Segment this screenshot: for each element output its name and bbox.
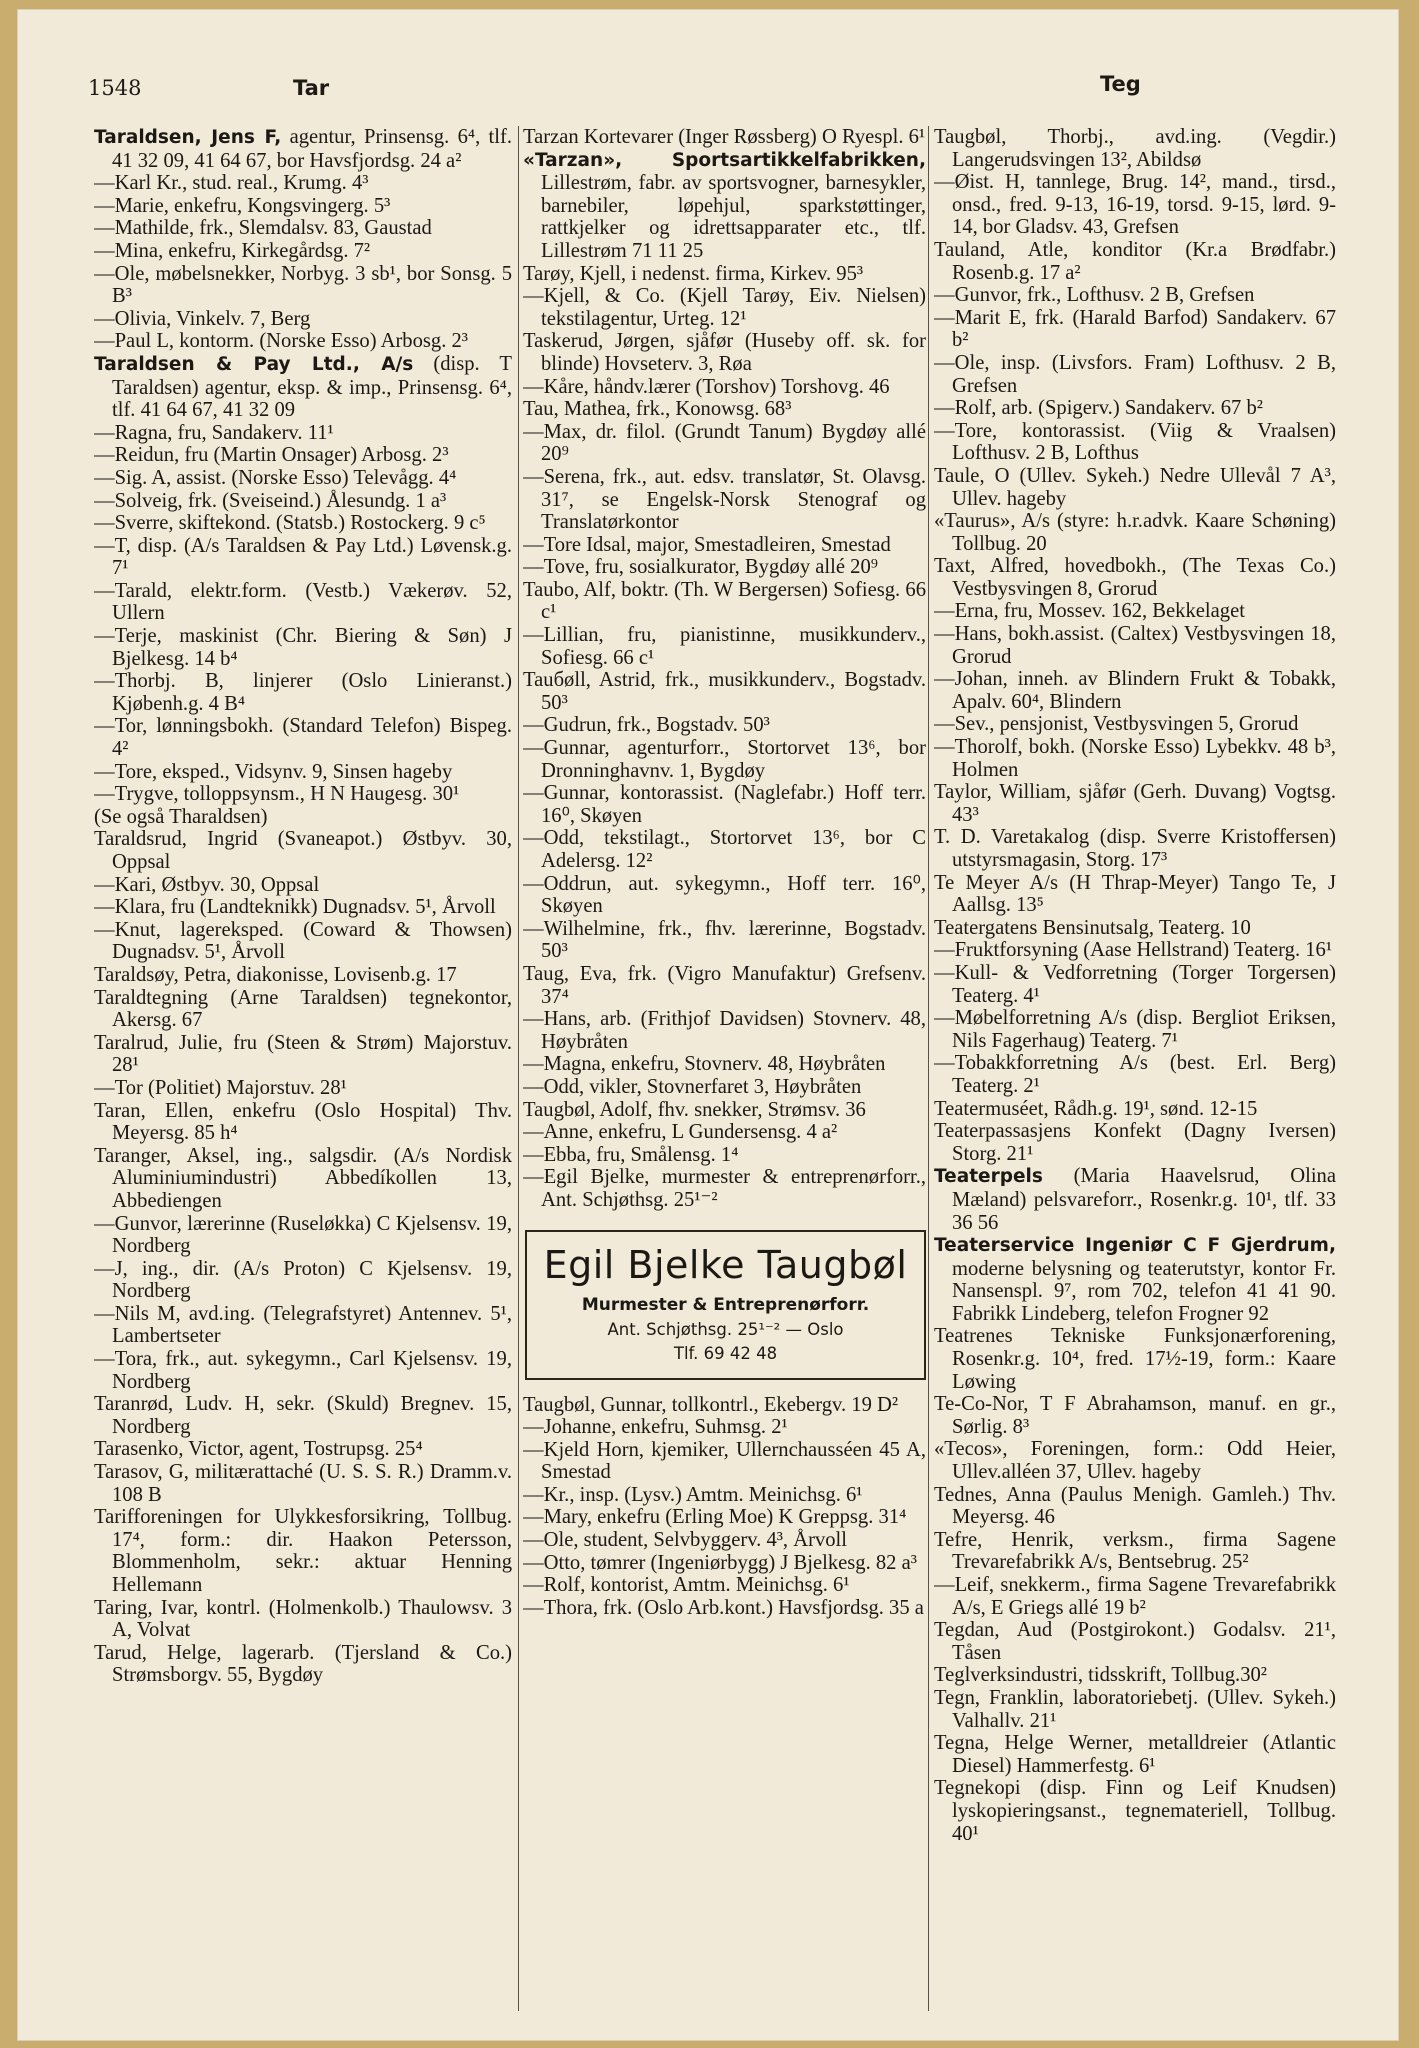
- directory-entry: [934, 600, 1336, 623]
- entry-text: Taylor, William, sjåfør (Gerh. Duvang) Vogtsg. 43³: [934, 781, 1336, 826]
- directory-entry: [94, 1438, 512, 1461]
- directory-entry: [94, 670, 512, 715]
- directory-entry: [94, 896, 512, 919]
- entry-text: —Gunnar, kontorassist. (Naglefabr.) Hoff terr. 16⁰, Skøyen: [523, 782, 926, 827]
- directory-entry: [94, 217, 512, 240]
- directory-entry: [523, 1416, 926, 1439]
- entry-text: —Marie, enkefru, Kongsvingerg. 5³: [94, 194, 391, 217]
- directory-entry: [523, 126, 926, 149]
- entry-text: —Kull- & Vedforretning (Torger Torgersen) Teaterg. 4¹: [934, 961, 1336, 1007]
- directory-entry: [934, 1007, 1336, 1052]
- page-header: [18, 72, 1398, 106]
- directory-entry: [523, 669, 926, 714]
- directory-entry: [523, 1484, 926, 1507]
- entry-text: —Hans, bokh.assist. (Caltex) Vestbysvingen 18, Grorud: [934, 623, 1336, 668]
- entry-text: —Gunnar, agenturforr., Stortorvet 13⁶, bor Dronninghavnv. 1, Bygdøy: [523, 737, 926, 782]
- directory-entry: [523, 1121, 926, 1144]
- entry-text: —Gunvor, lærerinne (Ruseløkka) C Kjelsensv. 19, Nordberg: [94, 1212, 512, 1258]
- directory-entry: [94, 874, 512, 897]
- directory-entry: [934, 352, 1336, 397]
- directory-entry: [523, 534, 926, 557]
- entry-text: Taxt, Alfred, hovedbokh., (The Texas Co.) Vestbysvingen 8, Grorud: [934, 555, 1336, 600]
- entry-text: Tauland, Atle, konditor (Kr.a Brødfabr.) Rosenb.g. 17 a²: [934, 238, 1336, 284]
- directory-entry: [934, 555, 1336, 600]
- entry-text: Tau, Mathea, frk., Konowsg. 68³: [523, 398, 792, 421]
- directory-entry: [94, 1100, 512, 1145]
- directory-entry: [934, 1438, 1336, 1483]
- directory-entry: [934, 713, 1336, 736]
- entry-text: Teglverksindustri, tidsskrift, Tollbug.30²: [934, 1664, 1267, 1687]
- entry-text: Teatermuséet, Rådh.g. 19¹, sønd. 12-15: [934, 1097, 1258, 1120]
- entry-text: —Tore, eksped., Vidsynv. 9, Sinsen hageby: [94, 760, 453, 783]
- entry-text: (disp. T Taraldsen) agentur, eksp. & imp., Prinsensg. 6⁴, tlf. 41 64 67, 41 32 09: [112, 352, 512, 422]
- directory-entry: [523, 827, 926, 872]
- entry-text: —Mina, enkefru, Kirkegårdsg. 7²: [94, 239, 371, 262]
- entry-text: —Johanne, enkefru, Suhmsg. 2¹: [523, 1416, 788, 1439]
- directory-entry: [94, 1393, 512, 1438]
- directory-entry: [934, 1664, 1336, 1687]
- directory-entry: [94, 625, 512, 670]
- left-keyword: Tar: [293, 76, 330, 100]
- entry-text: —Sev., pensjonist, Vestbysvingen 5, Grorud: [934, 713, 1299, 736]
- entry-text: —Leif, snekkerm., firma Sagene Trevarefabrikk A/s, E Griegs allé 19 b²: [934, 1574, 1336, 1619]
- entry-text: —Karl Kr., stud. real., Krumg. 4³: [94, 172, 369, 195]
- directory-entry: [934, 510, 1336, 555]
- directory-entry: [523, 1076, 926, 1099]
- directory-entry: [94, 715, 512, 760]
- directory-entry: [934, 826, 1336, 871]
- entry-text: —Trygve, tolloppsynsm., H N Haugesg. 30¹: [94, 783, 460, 806]
- directory-entry: [934, 781, 1336, 826]
- page-number: 1548: [88, 76, 142, 100]
- entry-text: Tednes, Anna (Paulus Menigh. Gamleh.) Thv. Meyersg. 46: [934, 1483, 1336, 1529]
- directory-entry: [94, 1213, 512, 1258]
- entry-text: —Tore Idsal, major, Smestadleiren, Smestad: [523, 533, 891, 556]
- entry-text: —Tor (Politiet) Majorstuv. 28¹: [94, 1076, 347, 1099]
- entry-text: —Gunvor, frk., Lofthusv. 2 B, Grefsen: [934, 284, 1255, 307]
- entry-text: —Reidun, fru (Martin Onsager) Arbosg. 2³: [94, 444, 449, 467]
- directory-entry: [523, 1574, 926, 1597]
- entry-text: —Tobakkforretning A/s (best. Erl. Berg) Teaterg. 2¹: [934, 1052, 1336, 1097]
- entry-text: Taranger, Aksel, ing., salgsdir. (A/s Nordisk Aluminiumindustri) Abbedíkollen 13, Abbediengen: [94, 1144, 512, 1212]
- entry-text: —Ole, insp. (Livsfors. Fram) Lofthusv. 2 B, Grefsen: [934, 351, 1336, 397]
- directory-entry: [934, 962, 1336, 1007]
- entry-text: —Magna, enkefru, Stovnerv. 48, Høybråten: [523, 1053, 886, 1076]
- directory-entry: [934, 1529, 1336, 1574]
- entry-text: Tegnekopi (disp. Finn og Leif Knudsen) lyskopieringsanst., tegnemateriell, Tollbug. 40¹: [934, 1777, 1336, 1845]
- directory-entry: [934, 126, 1336, 171]
- entry-text: —Kåre, håndv.lærer (Torshov) Torshovg. 46: [523, 375, 890, 398]
- entry-text: —Paul L, kontorm. (Norske Esso) Arbosg. 2³: [94, 330, 468, 353]
- entry-text: —Ragna, fru, Sandakerv. 11¹: [94, 421, 334, 444]
- entry-text: Tegna, Helge Werner, metalldreier (Atlantic Diesel) Hammerfestg. 6¹: [934, 1732, 1336, 1777]
- directory-entry: [523, 1529, 926, 1552]
- directory-entry: [94, 490, 512, 513]
- directory-entry: [523, 1439, 926, 1484]
- directory-entry: [523, 624, 926, 669]
- directory-entry: [934, 307, 1336, 352]
- directory-entry: [523, 376, 926, 399]
- entry-text: Taraldsøy, Petra, diakonisse, Lovisenb.g. 17: [94, 963, 457, 986]
- entry-text: —Sig. A, assist. (Norske Esso) Televågg. 4⁴: [94, 466, 457, 489]
- directory-entry: [523, 873, 926, 918]
- entry-text: —Mary, enkefru (Erling Moe) K Greppsg. 31⁴: [523, 1506, 907, 1529]
- directory-entry: [934, 284, 1336, 307]
- directory-entry: [934, 1120, 1336, 1165]
- entry-text: —Marit E, frk. (Harald Barfod) Sandakerv. 67 b²: [934, 306, 1336, 352]
- entry-text: Teatrenes Tekniske Funksjonærforening, Rosenkr.g. 10⁴, fred. 17½-19, form.: Kaare Løwing: [934, 1325, 1336, 1393]
- directory-entry: [934, 1484, 1336, 1529]
- column-divider: [518, 126, 519, 2011]
- entry-text: (Maria Haavelsrud, Olina Mæland) pelsvareforr., Rosenkr.g. 10¹, tlf. 33 36 56: [952, 1165, 1336, 1234]
- entry-text: Tarifforeningen for Ulykkesforsikring, Tollbug. 17⁴, form.: dir. Haakon Petersson, Blommenholm, sekr.: aktuar Henning Hellemann: [94, 1506, 512, 1596]
- advertisement-box: [525, 1230, 926, 1380]
- entry-text: T. D. Varetakalog (disp. Sverre Kristoffersen) utstyrsmagasin, Storg. 17³: [934, 826, 1336, 871]
- entry-text: —Gudrun, frk., Bogstadv. 50³: [523, 714, 770, 737]
- directory-entry: [934, 1777, 1336, 1845]
- entry-text: Taskerud, Jørgen, sjåfør (Huseby off. sk. for blinde) Hovseterv. 3, Røa: [523, 330, 926, 375]
- directory-entry: [934, 171, 1336, 239]
- entry-text: —Serena, frk., aut. edsv. translatør, St. Olavsg. 31⁷, se Engelsk-Norsk Stenograf og Translatørkontor: [523, 465, 926, 534]
- directory-entry: [934, 872, 1336, 917]
- directory-entry: [94, 1506, 512, 1596]
- entry-text: moderne belysning og teaterutstyr, kontor Fr. Nansenspl. 9⁷, rom 702, telefon 41 41 90. Fabrikk Lindeberg, telefon Frogner 92: [952, 1257, 1336, 1325]
- entry-text: —Rolf, kontorist, Amtm. Meinichsg. 6¹: [523, 1574, 850, 1597]
- ad-phone: Tlf. 69 42 48: [673, 1343, 778, 1363]
- entry-text: —Odd, tekstilagt., Stortorvet 13⁶, bor C Adelersg. 12²: [523, 827, 926, 872]
- directory-entry: [523, 1166, 926, 1211]
- directory-entry: [94, 263, 512, 308]
- directory-entry: [523, 737, 926, 782]
- directory-entry: [94, 987, 512, 1032]
- entry-text: —Odd, vikler, Stovnerfaret 3, Høybråten: [523, 1075, 862, 1098]
- directory-entry: [94, 1032, 512, 1077]
- directory-entry: [523, 466, 926, 534]
- entry-text: «Taurus», A/s (styre: h.r.advk. Kaare Schøning) Tollbug. 20: [934, 510, 1336, 555]
- entry-text: —Solveig, frk. (Sveiseind.) Ålesundg. 1 a³: [94, 489, 447, 512]
- entry-text: —Kjeld Horn, kjemiker, Ullernchausséen 45 A, Smestad: [523, 1438, 926, 1484]
- directory-entry: [94, 783, 512, 806]
- directory-entry: [94, 828, 512, 873]
- directory-entry: [523, 1506, 926, 1529]
- entry-text: (Se også Tharaldsen): [94, 805, 268, 828]
- directory-entry: [934, 1732, 1336, 1777]
- directory-entry: [523, 782, 926, 827]
- column-2: [523, 126, 926, 2011]
- directory-entry: [934, 939, 1336, 962]
- entry-text: —Max, dr. filol. (Grundt Tanum) Bygdøy allé 20⁹: [523, 420, 926, 466]
- directory-entry: [934, 668, 1336, 713]
- entry-text: —Erna, fru, Mossev. 162, Bekkelaget: [934, 600, 1245, 623]
- entry-text: —Hans, arb. (Frithjof Davidsen) Stovnerv. 48, Høybråten: [523, 1008, 926, 1053]
- directory-entry: [523, 1099, 926, 1122]
- entry-text: Tarasov, G, militærattaché (U. S. S. R.) Dramm.v. 108 B: [94, 1461, 512, 1506]
- directory-entry: [94, 1077, 512, 1100]
- entry-text: Teatergatens Bensinutsalg, Teaterg. 10: [934, 916, 1251, 939]
- directory-entry: [523, 1008, 926, 1053]
- directory-entry: [523, 398, 926, 421]
- directory-entry: [94, 240, 512, 263]
- entry-text: Teaterpassasjens Konfekt (Dagny Iversen) Storg. 21¹: [934, 1120, 1336, 1165]
- directory-entry: [94, 535, 512, 580]
- entry-text: —Tora, frk., aut. sykegymn., Carl Kjelsensv. 19, Nordberg: [94, 1348, 512, 1393]
- directory-entry: [523, 330, 926, 375]
- entry-text: Taugbøl, Thorbj., avd.ing. (Vegdir.) Langerudsvingen 13², Abildsø: [934, 126, 1336, 171]
- directory-entry: [523, 1552, 926, 1575]
- entry-text: —Anne, enkefru, L Gundersensg. 4 a²: [523, 1121, 838, 1144]
- entry-text: Taule, O (Ullev. Sykeh.) Nedre Ullevål 7 A³, Ullev. hageby: [934, 464, 1336, 510]
- directory-entry: [934, 1687, 1336, 1732]
- entry-text: Taraldsrud, Ingrid (Svaneapot.) Østbyv. 30, Oppsal: [94, 828, 512, 873]
- directory-entry: [94, 172, 512, 195]
- entry-text: Tarzan Kortevarer (Inger Røssberg) O Ryespl. 6¹: [523, 126, 926, 148]
- entry-text: Taubo, Alf, boktr. (Th. W Bergersen) Sofiesg. 66 c¹: [523, 578, 926, 624]
- directory-entry: [94, 806, 512, 829]
- entry-text: agentur, Prinsensg. 6⁴, tlf. 41 32 09, 41 64 67, bor Havsfjordsg. 24 a²: [112, 126, 512, 172]
- directory-entry: [94, 1145, 512, 1213]
- entry-text: —Klara, fru (Landteknikk) Dugnadsv. 5¹, Årvoll: [94, 896, 496, 919]
- entry-name: Teaterpels: [934, 1166, 1043, 1188]
- entry-text: —Thorolf, bokh. (Norske Esso) Lybekkv. 48 b³, Holmen: [934, 736, 1336, 781]
- entry-text: Te-Co-Nor, T F Abrahamson, manuf. en gr., Sørlig. 8³: [934, 1393, 1336, 1438]
- directory-entry: [94, 308, 512, 331]
- directory-entry: [934, 239, 1336, 284]
- entry-text: —Thorbj. B, linjerer (Oslo Linieranst.) Kjøbenh.g. 4 B⁴: [94, 670, 512, 715]
- directory-entry: [94, 330, 512, 353]
- entry-text: —Ole, møbelsnekker, Norbyg. 3 sb¹, bor Sonsg. 5 B³: [94, 262, 512, 308]
- entry-text: —Mathilde, frk., Slemdalsv. 83, Gaustad: [94, 217, 432, 240]
- directory-entry: [523, 149, 926, 263]
- ad-subtitle: Murmester & Entreprenørforr.: [581, 1294, 870, 1315]
- entry-text: —Olivia, Vinkelv. 7, Berg: [94, 307, 311, 330]
- entry-text: Taran, Ellen, enkefru (Oslo Hospital) Thv. Meyersg. 85 h⁴: [94, 1099, 512, 1145]
- directory-entry: [94, 195, 512, 218]
- directory-entry: [523, 963, 926, 1008]
- directory-page: [18, 10, 1398, 2040]
- entry-text: Taugbøl, Adolf, fhv. snekker, Strømsv. 36: [523, 1098, 866, 1121]
- directory-entry: [94, 1461, 512, 1506]
- directory-entry: [94, 919, 512, 964]
- entry-text: Taug, Eva, frk. (Vigro Manufaktur) Grefsenv. 37⁴: [523, 962, 926, 1008]
- directory-entry: [523, 1597, 926, 1620]
- directory-entry: [94, 126, 512, 172]
- directory-entry: [523, 421, 926, 466]
- entry-text: —Møbelforretning A/s (disp. Bergliot Eriksen, Nils Fagerhaug) Teaterg. 7¹: [934, 1007, 1336, 1052]
- entry-text: Taugbøl, Gunnar, tollkontrl., Ekebergv. 19 D²: [523, 1393, 899, 1416]
- entry-text: Taring, Ivar, kontrl. (Holmenkolb.) Thaulowsv. 3 A, Volvat: [94, 1596, 512, 1642]
- directory-entry: [94, 422, 512, 445]
- entry-text: Taranrød, Ludv. H, sekr. (Skuld) Bregnev. 15, Nordberg: [94, 1393, 512, 1438]
- directory-entry: [94, 1642, 512, 1687]
- directory-entry: [934, 420, 1336, 465]
- entry-text: —J, ing., dir. (A/s Proton) C Kjelsensv. 19, Nordberg: [94, 1257, 512, 1303]
- entry-text: —Tor, lønningsbokh. (Standard Telefon) Bispeg. 4²: [94, 715, 512, 761]
- directory-entry: [94, 444, 512, 467]
- entry-text: Tarasenko, Victor, agent, Tostrupsg. 25⁴: [94, 1438, 423, 1461]
- entry-text: —Nils M, avd.ing. (Telegrafstyret) Antennev. 5¹, Lambertseter: [94, 1302, 512, 1348]
- directory-entry: [934, 1325, 1336, 1393]
- entry-text: Taralrud, Julie, fru (Steen & Strøm) Majorstuv. 28¹: [94, 1031, 512, 1077]
- entry-text: —Sverre, skiftekond. (Statsb.) Rostockerg. 9 c⁵: [94, 512, 486, 535]
- directory-entry: [523, 285, 926, 330]
- directory-entry: [94, 512, 512, 535]
- directory-entry: [94, 1258, 512, 1303]
- entry-text: —Wilhelmine, frk., fhv. lærerinne, Bogstadv. 50³: [523, 917, 926, 963]
- ad-address: Ant. Schjøthsg. 25¹⁻² — Oslo: [607, 1319, 844, 1339]
- entry-text: Tauбøll, Astrid, frk., musikkunderv., Bogstadv. 50³: [523, 669, 926, 714]
- entry-text: —Fruktforsyning (Aase Hellstrand) Teaterg. 16¹: [934, 939, 1333, 962]
- directory-entry: [94, 1303, 512, 1348]
- directory-entry: [934, 1619, 1336, 1664]
- entry-text: —Oddrun, aut. sykegymn., Hoff terr. 16⁰, Skøyen: [523, 872, 926, 918]
- directory-entry: [934, 1234, 1336, 1325]
- entry-text: Te Meyer A/s (H Thrap-Meyer) Tango Te, J Aallsg. 13⁵: [934, 871, 1336, 917]
- entry-text: Tefre, Henrik, verksm., firma Sagene Trevarefabrikk A/s, Bentsebrug. 25²: [934, 1528, 1336, 1574]
- entry-name: Teaterservice Ingeniør C F Gjerdrum,: [934, 1235, 1336, 1257]
- entry-text: —Tarald, elektr.form. (Vestb.) Vækerøv. 52, Ullern: [94, 579, 512, 625]
- entry-text: Lillestrøm, fabr. av sportsvogner, barnesykler, barnebiler, løpehjul, sparkstøttinger, rattkjelker og idrettsapparater etc., tlf. Lillestrøm 71 11 25: [541, 172, 926, 262]
- column-3: [934, 126, 1336, 2011]
- entry-text: —Kari, Østbyv. 30, Oppsal: [94, 873, 320, 896]
- entry-text: —Tove, fru, sosialkurator, Bygdøy allé 20⁹: [523, 556, 878, 579]
- directory-entry: [934, 1574, 1336, 1619]
- entry-text: —Otto, tømrer (Ingeniørbygg) J Bjelkesg. 82 a³: [523, 1551, 917, 1574]
- entry-text: —Ebba, fru, Smålensg. 1⁴: [523, 1143, 739, 1166]
- entry-text: Tarud, Helge, lagerarb. (Tjersland & Co.) Strømsborgv. 55, Bygdøy: [94, 1641, 512, 1687]
- right-keyword: Teg: [1100, 72, 1141, 96]
- directory-entry: [523, 918, 926, 963]
- directory-entry: [94, 1348, 512, 1393]
- entry-text: —Kjell, & Co. (Kjell Tarøy, Eiv. Nielsen) tekstilagentur, Urteg. 12¹: [523, 285, 926, 330]
- entry-text: —Johan, inneh. av Blindern Frukt & Tobakk, Apalv. 60⁴, Blindern: [934, 668, 1336, 713]
- entry-text: —Lillian, fru, pianistinne, musikkunderv., Sofiesg. 66 c¹: [523, 624, 926, 669]
- directory-entry: [934, 1393, 1336, 1438]
- entry-text: —Terje, maskinist (Chr. Biering & Søn) J Bjelkesg. 14 b⁴: [94, 625, 512, 670]
- directory-entry: [94, 761, 512, 784]
- entry-text: —Øist. H, tannlege, Brug. 14², mand., tirsd., onsd., fred. 9-13, 16-19, torsd. 9-15, lørd. 9-14, bor Gladsv. 43, Grefsen: [934, 171, 1336, 239]
- directory-entry: [934, 623, 1336, 668]
- directory-entry: [523, 556, 926, 579]
- entry-name: Taraldsen & Pay Ltd., A/s: [94, 353, 414, 375]
- directory-entry: [934, 917, 1336, 940]
- entry-text: —Tore, kontorassist. (Viig & Vraalsen) Lofthusv. 2 B, Lofthus: [934, 419, 1336, 465]
- directory-entry: [523, 1053, 926, 1076]
- directory-entry: [934, 1052, 1336, 1097]
- directory-entry: [94, 1597, 512, 1642]
- entry-text: Tegn, Franklin, laboratoriebetj. (Ullev. Sykeh.) Valhallv. 21¹: [934, 1686, 1336, 1732]
- directory-entry: [934, 1098, 1336, 1121]
- directory-entry: [523, 1394, 926, 1417]
- directory-entry: [523, 1144, 926, 1167]
- entry-name: «Tarzan», Sportsartikkelfabrikken,: [523, 149, 926, 171]
- entry-text: —Kr., insp. (Lysv.) Amtm. Meinichsg. 6¹: [523, 1483, 863, 1506]
- directory-entry: [523, 263, 926, 286]
- directory-entry: [94, 580, 512, 625]
- entry-text: Tegdan, Aud (Postgirokont.) Godalsv. 21¹, Tåsen: [934, 1619, 1336, 1664]
- ad-name: Egil Bjelke Taugbøl: [543, 1242, 908, 1287]
- directory-entry: [523, 579, 926, 624]
- entry-text: —Thora, frk. (Oslo Arb.kont.) Havsfjordsg. 35 a: [523, 1596, 924, 1619]
- directory-entry: [94, 964, 512, 987]
- directory-entry: [934, 465, 1336, 510]
- entry-text: —Ole, student, Selvbyggerv. 4³, Årvoll: [523, 1529, 847, 1552]
- directory-entry: [94, 467, 512, 490]
- entry-text: —Egil Bjelke, murmester & entreprenørforr., Ant. Schjøthsg. 25¹⁻²: [523, 1166, 926, 1211]
- directory-entry: [94, 353, 512, 422]
- entry-text: Taraldtegning (Arne Taraldsen) tegnekontor, Akersg. 67: [94, 986, 512, 1032]
- entry-text: «Tecos», Foreningen, form.: Odd Heier, Ullev.alléen 37, Ullev. hageby: [934, 1438, 1336, 1484]
- directory-entry: [934, 1165, 1336, 1234]
- entry-text: —T, disp. (A/s Taraldsen & Pay Ltd.) Løvensk.g. 7¹: [94, 534, 512, 580]
- directory-entry: [523, 714, 926, 737]
- entry-text: —Rolf, arb. (Spigerv.) Sandakerv. 67 b²: [934, 397, 1263, 420]
- directory-entry: [934, 736, 1336, 781]
- entry-text: Tarøy, Kjell, i nedenst. firma, Kirkev. 95³: [523, 262, 864, 285]
- column-divider: [928, 126, 929, 2011]
- column-1: [94, 126, 512, 2011]
- entry-text: —Knut, lagereksped. (Coward & Thowsen) Dugnadsv. 5¹, Årvoll: [94, 918, 512, 964]
- entry-name: Taraldsen, Jens F,: [94, 127, 282, 148]
- directory-entry: [934, 397, 1336, 420]
